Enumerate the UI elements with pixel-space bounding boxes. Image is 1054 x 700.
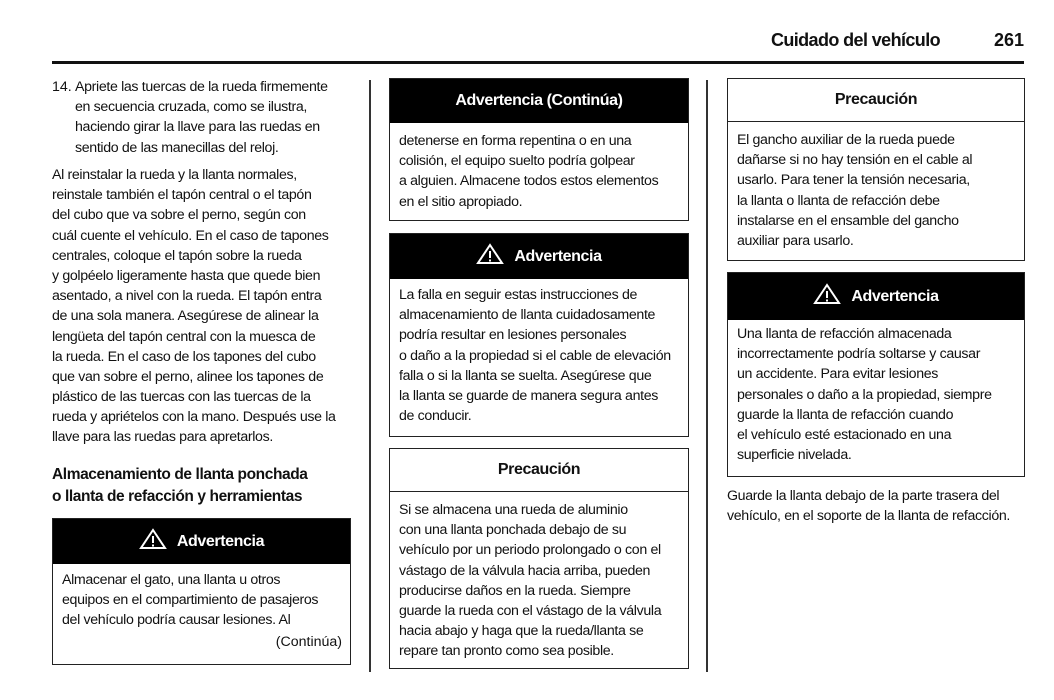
text-line: a alguien. Almacene todos estos elementos bbox=[399, 173, 659, 190]
text-line: Apriete las tuercas de la rueda firmemente bbox=[75, 79, 328, 95]
caution-text bbox=[390, 492, 688, 662]
text-line: auxiliar para usarlo. bbox=[737, 232, 854, 249]
text-line: falla o si la llanta se suelta. Asegúrese que bbox=[399, 367, 652, 384]
text-line: del cubo que va sobre el perno, según con bbox=[52, 207, 306, 224]
warning-triangle-icon bbox=[476, 243, 504, 270]
page-number: 261 bbox=[993, 30, 1024, 50]
warning-title: Advertencia bbox=[514, 247, 602, 265]
text-line: que van sobre el perno, alinee los tapones de bbox=[52, 368, 324, 385]
text-line: reinstale también el tapón central o el tapón bbox=[52, 187, 312, 204]
text-line: Almacenamiento de llanta ponchada bbox=[52, 466, 308, 483]
text-line: la llanta se guarde de manera segura antes bbox=[399, 387, 658, 404]
text-line: centrales, coloque el tapón sobre la rueda bbox=[52, 247, 302, 264]
text-line: cuál cuente el vehículo. En el caso de tapones bbox=[52, 227, 329, 244]
warning-text bbox=[390, 279, 688, 426]
text-line: plástico de las tuercas con las tuercas de la bbox=[52, 389, 311, 406]
caution-box bbox=[727, 78, 1025, 261]
caution-title: Precaución bbox=[497, 461, 581, 478]
warning-triangle-icon bbox=[139, 528, 167, 555]
warning-box bbox=[727, 272, 1025, 477]
text-line: la llanta o llanta de refacción debe bbox=[737, 192, 940, 209]
text-line: dañarse si no hay tensión en el cable al bbox=[737, 152, 973, 169]
text-line: lengüeta del tapón central con la muesca de bbox=[52, 328, 316, 345]
text-line: El gancho auxiliar de la rueda puede bbox=[737, 132, 955, 148]
step-text bbox=[75, 77, 352, 158]
caution-title: Precaución bbox=[834, 91, 918, 108]
text-line: podría resultar en lesiones personales bbox=[399, 327, 627, 344]
storage-paragraph bbox=[727, 486, 1027, 526]
text-line: almacenamiento de llanta cuidadosamente bbox=[399, 307, 656, 324]
section-title: Cuidado del vehículo bbox=[770, 30, 940, 50]
text-line: equipos en el compartimiento de pasajeros bbox=[62, 592, 319, 609]
warning-box bbox=[52, 518, 351, 665]
text-line: usarlo. Para tener la tensión necesaria, bbox=[737, 172, 970, 189]
section-heading bbox=[52, 464, 308, 508]
column-divider bbox=[706, 80, 708, 672]
text-line: detenerse en forma repentina o en una bbox=[399, 133, 632, 149]
text-line: Almacenar el gato, una llanta u otros bbox=[62, 572, 281, 588]
warning-header bbox=[390, 234, 688, 279]
step-14 bbox=[52, 77, 352, 158]
warning-title: Advertencia bbox=[176, 532, 265, 550]
text-line: o daño a la propiedad si el cable de elevación bbox=[399, 347, 671, 364]
warning-text bbox=[728, 320, 1024, 465]
text-line: llave para las ruedas para apretarlos. bbox=[52, 429, 273, 446]
warning-continued-text bbox=[390, 123, 688, 212]
text-line: personales o daño a la propiedad, siempre bbox=[737, 386, 992, 403]
text-line: Al reinstalar la rueda y la llanta normales, bbox=[52, 167, 297, 183]
text-line: un accidente. Para evitar lesiones bbox=[737, 366, 939, 383]
text-line: hacia abajo y haga que la rueda/llanta se bbox=[399, 623, 644, 640]
warning-title: Advertencia bbox=[851, 287, 939, 305]
warning-header bbox=[53, 519, 350, 564]
text-line: superficie nivelada. bbox=[737, 447, 852, 464]
caution-header bbox=[390, 449, 688, 492]
text-line: Guarde la llanta debajo de la parte trasera del bbox=[727, 488, 1000, 504]
text-line: asentado, a nivel con la rueda. El tapón entra bbox=[52, 288, 322, 305]
text-line: de una sola manera. Asegúrese de alinear la bbox=[52, 308, 319, 325]
text-line: en el sitio apropiado. bbox=[399, 193, 523, 210]
step-number: 14. bbox=[52, 79, 72, 95]
text-line: colisión, el equipo suelto podría golpear bbox=[399, 153, 635, 170]
warning-continued-header bbox=[390, 79, 688, 123]
column-divider bbox=[369, 80, 371, 672]
text-line: del vehículo podría causar lesiones. Al bbox=[62, 612, 291, 629]
text-line: instalarse en el ensamble del gancho bbox=[737, 212, 959, 229]
text-line: con una llanta ponchada debajo de su bbox=[399, 522, 627, 539]
warning-triangle-icon bbox=[813, 283, 841, 310]
text-line: vástago de la válvula hacia arriba, pueden bbox=[399, 562, 651, 579]
warning-header bbox=[728, 273, 1024, 320]
caution-box bbox=[389, 448, 689, 669]
caution-header bbox=[728, 79, 1024, 122]
text-line: o llanta de refacción y herramientas bbox=[52, 488, 303, 505]
caution-text bbox=[728, 122, 1024, 251]
text-line: Si se almacena una rueda de aluminio bbox=[399, 502, 628, 518]
text-line: incorrectamente podría soltarse y causar bbox=[737, 346, 981, 363]
text-line: y golpéelo ligeramente hasta que quede bien bbox=[52, 267, 321, 284]
header-rule bbox=[52, 61, 1024, 64]
text-line: sentido de las manecillas del reloj. bbox=[75, 139, 279, 156]
text-line: Una llanta de refacción almacenada bbox=[737, 326, 952, 342]
warning-continued-title: Advertencia (Continúa) bbox=[455, 92, 623, 109]
reinstall-paragraph bbox=[52, 165, 352, 448]
text-line: en secuencia cruzada, como se ilustra, bbox=[75, 99, 307, 116]
text-line: La falla en seguir estas instrucciones de bbox=[399, 287, 638, 303]
text-line: repare tan pronto como sea posible. bbox=[399, 643, 614, 660]
warning-text bbox=[53, 564, 350, 631]
text-line: haciendo girar la llave para las ruedas en bbox=[75, 119, 320, 136]
warning-box bbox=[389, 233, 689, 437]
text-line: el vehículo esté estacionado en una bbox=[737, 426, 952, 443]
text-line: vehículo por un periodo prolongado o con el bbox=[399, 542, 661, 559]
text-line: guarde la rueda con el vástago de la válvula bbox=[399, 602, 662, 619]
text-line: guarde la llanta de refacción cuando bbox=[737, 406, 954, 423]
text-line: rueda y apriételos con la mano. Después use la bbox=[52, 409, 336, 426]
text-line: vehículo, en el soporte de la llanta de refacción. bbox=[727, 508, 1010, 525]
continued-label: (Continúa) bbox=[275, 633, 342, 650]
text-line: de conducir. bbox=[399, 408, 472, 425]
text-line: producirse daños en la rueda. Siempre bbox=[399, 582, 631, 599]
warning-continued-box bbox=[389, 78, 689, 221]
text-line: la rueda. En el caso de los tapones del cubo bbox=[52, 348, 316, 365]
